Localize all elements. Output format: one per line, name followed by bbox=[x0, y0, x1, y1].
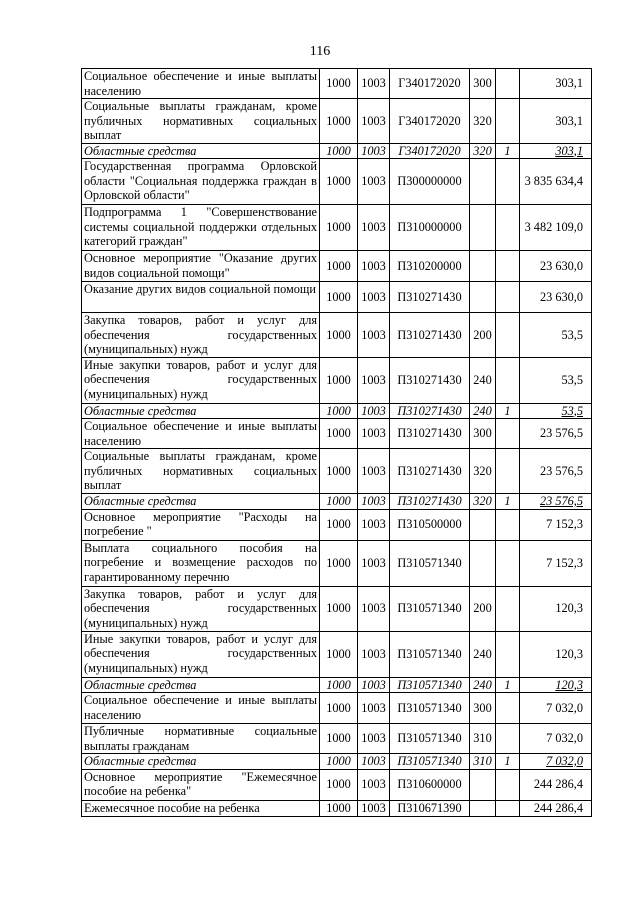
row-expense-type-cell bbox=[470, 282, 496, 313]
row-funding-source-cell: 1 bbox=[496, 143, 520, 159]
row-amount-cell: 303,1 bbox=[520, 143, 592, 159]
table-row bbox=[82, 800, 592, 816]
row-amount-cell: 23 576,5 bbox=[520, 494, 592, 510]
row-target-article-cell: Г340172020 bbox=[390, 99, 470, 144]
row-section-cell: 1000 bbox=[320, 143, 358, 159]
row-subsection-cell: 1003 bbox=[358, 494, 390, 510]
row-subsection-cell: 1003 bbox=[358, 693, 390, 724]
row-expense-type-cell: 320 bbox=[470, 449, 496, 494]
row-subsection-cell: 1003 bbox=[358, 677, 390, 693]
table-row bbox=[82, 403, 592, 419]
row-section-cell: 1000 bbox=[320, 540, 358, 586]
row-expense-type-cell bbox=[470, 251, 496, 282]
row-name-cell: Социальное обеспечение и иные выплаты населению bbox=[82, 419, 320, 449]
row-expense-type-cell bbox=[470, 769, 496, 800]
row-target-article-cell: П310271430 bbox=[390, 282, 470, 313]
row-subsection-cell: 1003 bbox=[358, 419, 390, 449]
row-funding-source-cell: 1 bbox=[496, 403, 520, 419]
table-row bbox=[82, 99, 592, 144]
row-name-cell: Основное мероприятие "Ежемесячное пособие на ребенка" bbox=[82, 769, 320, 800]
row-amount-cell: 7 032,0 bbox=[520, 754, 592, 770]
row-target-article-cell: Г340172020 bbox=[390, 69, 470, 99]
row-expense-type-cell: 310 bbox=[470, 724, 496, 754]
row-amount-cell: 303,1 bbox=[520, 69, 592, 99]
row-funding-source-cell bbox=[496, 540, 520, 586]
row-expense-type-cell bbox=[470, 159, 496, 205]
row-subsection-cell: 1003 bbox=[358, 143, 390, 159]
row-funding-source-cell bbox=[496, 159, 520, 205]
row-amount-cell: 120,3 bbox=[520, 586, 592, 631]
row-expense-type-cell: 300 bbox=[470, 693, 496, 724]
row-expense-type-cell: 300 bbox=[470, 419, 496, 449]
row-target-article-cell: П310571340 bbox=[390, 540, 470, 586]
row-subsection-cell: 1003 bbox=[358, 282, 390, 313]
row-expense-type-cell bbox=[470, 800, 496, 816]
row-section-cell: 1000 bbox=[320, 403, 358, 419]
table-row bbox=[82, 494, 592, 510]
row-expense-type-cell: 310 bbox=[470, 754, 496, 770]
row-name-cell: Оказание других видов социальной помощи bbox=[82, 282, 320, 313]
row-funding-source-cell bbox=[496, 69, 520, 99]
row-expense-type-cell: 240 bbox=[470, 631, 496, 677]
row-section-cell: 1000 bbox=[320, 693, 358, 724]
row-name-cell: Областные средства bbox=[82, 494, 320, 510]
table-row bbox=[82, 724, 592, 754]
row-expense-type-cell: 320 bbox=[470, 143, 496, 159]
row-name-cell: Ежемесячное пособие на ребенка bbox=[82, 800, 320, 816]
table-row bbox=[82, 205, 592, 251]
row-name-cell: Иные закупки товаров, работ и услуг для обеспечения государственных (муниципальных) нужд bbox=[82, 357, 320, 403]
row-target-article-cell: П310571340 bbox=[390, 677, 470, 693]
row-name-cell: Основное мероприятие "Оказание других видов социальной помощи" bbox=[82, 251, 320, 282]
row-expense-type-cell: 320 bbox=[470, 494, 496, 510]
table-body bbox=[82, 69, 592, 817]
row-subsection-cell: 1003 bbox=[358, 251, 390, 282]
page-number: 116 bbox=[309, 44, 331, 59]
row-expense-type-cell: 240 bbox=[470, 677, 496, 693]
row-name-cell: Иные закупки товаров, работ и услуг для обеспечения государственных (муниципальных) нужд bbox=[82, 631, 320, 677]
row-amount-cell: 53,5 bbox=[520, 313, 592, 358]
row-amount-cell: 3 482 109,0 bbox=[520, 205, 592, 251]
table-row bbox=[82, 143, 592, 159]
row-funding-source-cell: 1 bbox=[496, 754, 520, 770]
row-amount-cell: 7 032,0 bbox=[520, 693, 592, 724]
table-row bbox=[82, 754, 592, 770]
table-row bbox=[82, 313, 592, 358]
table-row bbox=[82, 159, 592, 205]
row-section-cell: 1000 bbox=[320, 357, 358, 403]
row-expense-type-cell: 240 bbox=[470, 403, 496, 419]
row-amount-cell: 7 032,0 bbox=[520, 724, 592, 754]
row-section-cell: 1000 bbox=[320, 586, 358, 631]
table-row bbox=[82, 540, 592, 586]
table-row bbox=[82, 586, 592, 631]
row-target-article-cell: П310571340 bbox=[390, 693, 470, 724]
row-section-cell: 1000 bbox=[320, 205, 358, 251]
row-section-cell: 1000 bbox=[320, 769, 358, 800]
row-section-cell: 1000 bbox=[320, 631, 358, 677]
row-funding-source-cell bbox=[496, 724, 520, 754]
row-funding-source-cell bbox=[496, 205, 520, 251]
row-funding-source-cell bbox=[496, 693, 520, 724]
row-section-cell: 1000 bbox=[320, 251, 358, 282]
row-section-cell: 1000 bbox=[320, 313, 358, 358]
row-amount-cell: 120,3 bbox=[520, 677, 592, 693]
row-amount-cell: 120,3 bbox=[520, 631, 592, 677]
row-funding-source-cell: 1 bbox=[496, 494, 520, 510]
row-target-article-cell: П310271430 bbox=[390, 403, 470, 419]
row-amount-cell: 53,5 bbox=[520, 403, 592, 419]
row-funding-source-cell bbox=[496, 419, 520, 449]
row-funding-source-cell bbox=[496, 586, 520, 631]
row-funding-source-cell bbox=[496, 282, 520, 313]
row-name-cell: Областные средства bbox=[82, 754, 320, 770]
row-target-article-cell: П310500000 bbox=[390, 509, 470, 540]
table-row bbox=[82, 419, 592, 449]
row-name-cell: Областные средства bbox=[82, 677, 320, 693]
row-target-article-cell: П310271430 bbox=[390, 313, 470, 358]
row-section-cell: 1000 bbox=[320, 724, 358, 754]
row-amount-cell: 244 286,4 bbox=[520, 769, 592, 800]
table-row bbox=[82, 251, 592, 282]
row-target-article-cell: Г340172020 bbox=[390, 143, 470, 159]
row-funding-source-cell bbox=[496, 631, 520, 677]
row-amount-cell: 244 286,4 bbox=[520, 800, 592, 816]
row-funding-source-cell bbox=[496, 357, 520, 403]
row-subsection-cell: 1003 bbox=[358, 99, 390, 144]
row-amount-cell: 23 576,5 bbox=[520, 419, 592, 449]
row-amount-cell: 23 630,0 bbox=[520, 251, 592, 282]
row-expense-type-cell bbox=[470, 540, 496, 586]
row-name-cell: Основное мероприятие "Расходы на погребение " bbox=[82, 509, 320, 540]
row-name-cell: Областные средства bbox=[82, 403, 320, 419]
row-subsection-cell: 1003 bbox=[358, 724, 390, 754]
row-amount-cell: 53,5 bbox=[520, 357, 592, 403]
row-target-article-cell: П310600000 bbox=[390, 769, 470, 800]
row-amount-cell: 7 152,3 bbox=[520, 540, 592, 586]
row-name-cell: Областные средства bbox=[82, 143, 320, 159]
row-name-cell: Закупка товаров, работ и услуг для обеспечения государственных (муниципальных) нужд bbox=[82, 586, 320, 631]
table-row bbox=[82, 631, 592, 677]
table-row bbox=[82, 677, 592, 693]
table-row bbox=[82, 69, 592, 99]
row-target-article-cell: П310571340 bbox=[390, 586, 470, 631]
row-expense-type-cell: 240 bbox=[470, 357, 496, 403]
row-expense-type-cell bbox=[470, 509, 496, 540]
row-subsection-cell: 1003 bbox=[358, 357, 390, 403]
row-section-cell: 1000 bbox=[320, 754, 358, 770]
row-section-cell: 1000 bbox=[320, 282, 358, 313]
row-section-cell: 1000 bbox=[320, 509, 358, 540]
row-amount-cell: 23 576,5 bbox=[520, 449, 592, 494]
row-funding-source-cell: 1 bbox=[496, 677, 520, 693]
row-subsection-cell: 1003 bbox=[358, 540, 390, 586]
row-target-article-cell: П310000000 bbox=[390, 205, 470, 251]
row-target-article-cell: П300000000 bbox=[390, 159, 470, 205]
row-subsection-cell: 1003 bbox=[358, 754, 390, 770]
row-target-article-cell: П310571340 bbox=[390, 724, 470, 754]
row-target-article-cell: П310671390 bbox=[390, 800, 470, 816]
row-amount-cell: 7 152,3 bbox=[520, 509, 592, 540]
row-subsection-cell: 1003 bbox=[358, 313, 390, 358]
row-amount-cell: 3 835 634,4 bbox=[520, 159, 592, 205]
row-name-cell: Публичные нормативные социальные выплаты гражданам bbox=[82, 724, 320, 754]
row-funding-source-cell bbox=[496, 313, 520, 358]
row-subsection-cell: 1003 bbox=[358, 509, 390, 540]
table-row bbox=[82, 282, 592, 313]
row-subsection-cell: 1003 bbox=[358, 403, 390, 419]
table-row bbox=[82, 449, 592, 494]
row-expense-type-cell: 300 bbox=[470, 69, 496, 99]
row-section-cell: 1000 bbox=[320, 159, 358, 205]
row-target-article-cell: П310200000 bbox=[390, 251, 470, 282]
row-funding-source-cell bbox=[496, 800, 520, 816]
row-name-cell: Социальное обеспечение и иные выплаты населению bbox=[82, 693, 320, 724]
row-name-cell: Социальные выплаты гражданам, кроме публичных нормативных социальных выплат bbox=[82, 449, 320, 494]
table-row bbox=[82, 769, 592, 800]
budget-table bbox=[81, 68, 592, 817]
row-expense-type-cell: 320 bbox=[470, 99, 496, 144]
row-section-cell: 1000 bbox=[320, 494, 358, 510]
row-name-cell: Выплата социального пособия на погребение и возмещение расходов по гарантированному перечню bbox=[82, 540, 320, 586]
row-subsection-cell: 1003 bbox=[358, 586, 390, 631]
row-subsection-cell: 1003 bbox=[358, 449, 390, 494]
row-funding-source-cell bbox=[496, 449, 520, 494]
row-target-article-cell: П310571340 bbox=[390, 631, 470, 677]
row-target-article-cell: П310271430 bbox=[390, 419, 470, 449]
row-section-cell: 1000 bbox=[320, 800, 358, 816]
row-subsection-cell: 1003 bbox=[358, 800, 390, 816]
row-expense-type-cell: 200 bbox=[470, 586, 496, 631]
row-target-article-cell: П310571340 bbox=[390, 754, 470, 770]
row-funding-source-cell bbox=[496, 251, 520, 282]
row-name-cell: Подпрограмма 1 "Совершенствование системы социальной поддержки отдельных категорий граждан" bbox=[82, 205, 320, 251]
row-name-cell: Социальные выплаты гражданам, кроме публичных нормативных социальных выплат bbox=[82, 99, 320, 144]
row-section-cell: 1000 bbox=[320, 419, 358, 449]
row-funding-source-cell bbox=[496, 99, 520, 144]
row-subsection-cell: 1003 bbox=[358, 769, 390, 800]
table-row bbox=[82, 693, 592, 724]
row-subsection-cell: 1003 bbox=[358, 159, 390, 205]
row-funding-source-cell bbox=[496, 509, 520, 540]
row-target-article-cell: П310271430 bbox=[390, 494, 470, 510]
row-funding-source-cell bbox=[496, 769, 520, 800]
row-subsection-cell: 1003 bbox=[358, 631, 390, 677]
row-section-cell: 1000 bbox=[320, 449, 358, 494]
row-subsection-cell: 1003 bbox=[358, 69, 390, 99]
row-amount-cell: 23 630,0 bbox=[520, 282, 592, 313]
row-expense-type-cell: 200 bbox=[470, 313, 496, 358]
row-name-cell: Социальное обеспечение и иные выплаты населению bbox=[82, 69, 320, 99]
row-expense-type-cell bbox=[470, 205, 496, 251]
row-section-cell: 1000 bbox=[320, 99, 358, 144]
row-name-cell: Закупка товаров, работ и услуг для обеспечения государственных (муниципальных) нужд bbox=[82, 313, 320, 358]
row-subsection-cell: 1003 bbox=[358, 205, 390, 251]
table-row bbox=[82, 509, 592, 540]
row-amount-cell: 303,1 bbox=[520, 99, 592, 144]
row-target-article-cell: П310271430 bbox=[390, 357, 470, 403]
row-name-cell: Государственная программа Орловской области "Социальная поддержка граждан в Орловской области" bbox=[82, 159, 320, 205]
table-row bbox=[82, 357, 592, 403]
row-section-cell: 1000 bbox=[320, 677, 358, 693]
row-target-article-cell: П310271430 bbox=[390, 449, 470, 494]
row-section-cell: 1000 bbox=[320, 69, 358, 99]
